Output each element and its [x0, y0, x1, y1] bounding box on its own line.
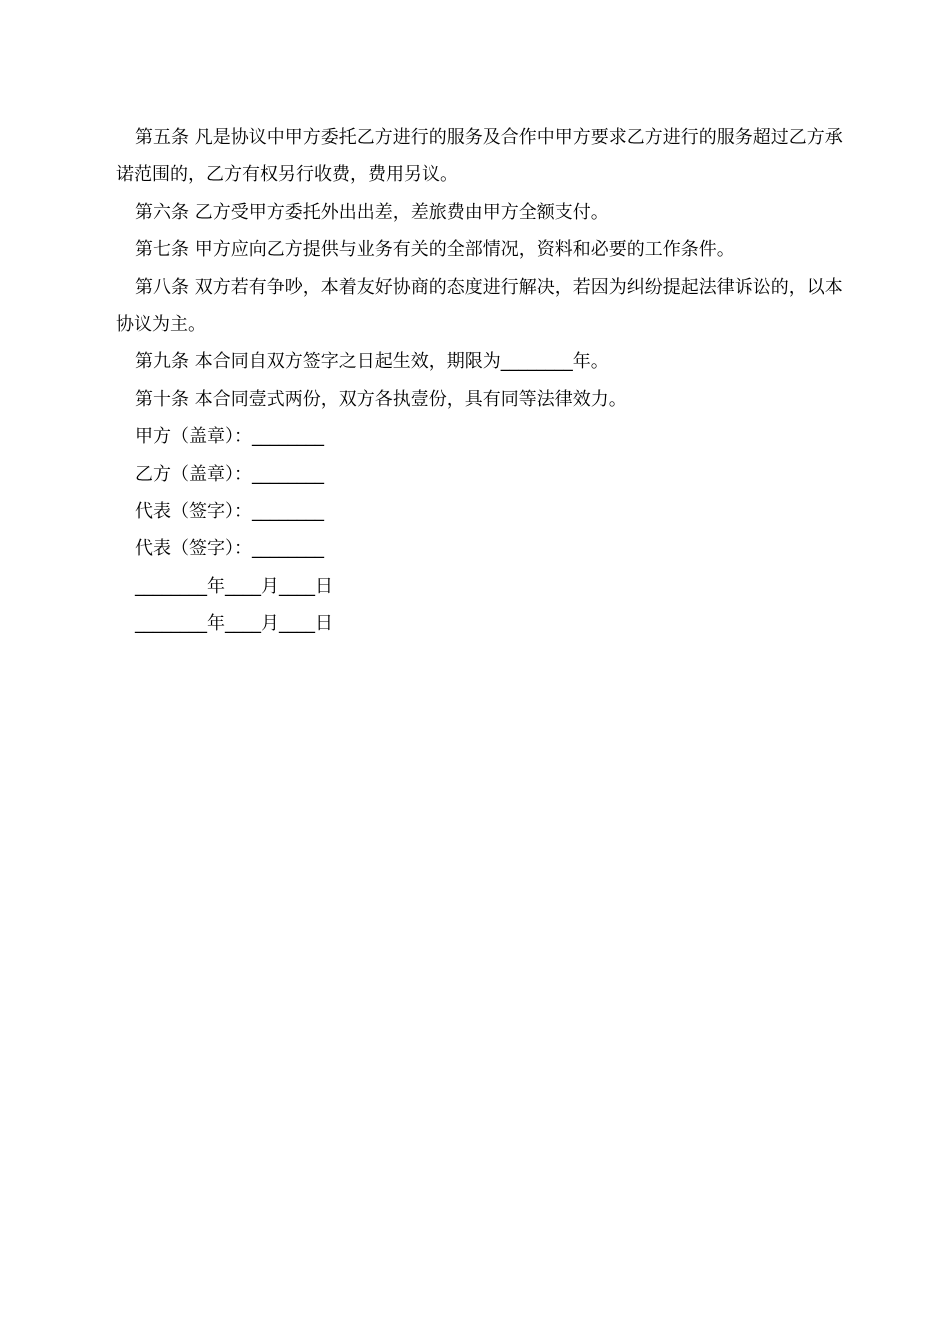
article-8: 第八条 双方若有争吵，本着友好协商的态度进行解决，若因为纠纷提起法律诉讼的，以本协议为主。	[116, 276, 843, 336]
party-a-seal-line: 甲方（盖章）：________	[135, 426, 324, 448]
representative-signature-line: 代表（签字）：________	[135, 538, 324, 560]
representative-signature-line: 代表（签字）：________	[135, 501, 324, 523]
party-b-seal-line: 乙方（盖章）：________	[135, 463, 324, 485]
article-9: 第九条 本合同自双方签字之日起生效，期限为________年。	[135, 351, 609, 373]
date-line: ________年____月____日	[135, 575, 333, 597]
article-5: 第五条 凡是协议中甲方委托乙方进行的服务及合作中甲方要求乙方进行的服务超过乙方承诺范围的，乙方有权另行收费，费用另议。	[116, 127, 843, 186]
article-6: 第六条 乙方受甲方委托外出出差，差旅费由甲方全额支付。	[135, 201, 609, 223]
article-10: 第十条 本合同壹式两份，双方各执壹份，具有同等法律效力。	[135, 388, 627, 410]
contract-body	[116, 119, 850, 643]
article-7: 第七条 甲方应向乙方提供与业务有关的全部情况，资料和必要的工作条件。	[135, 239, 735, 261]
date-line: ________年____月____日	[135, 613, 333, 635]
